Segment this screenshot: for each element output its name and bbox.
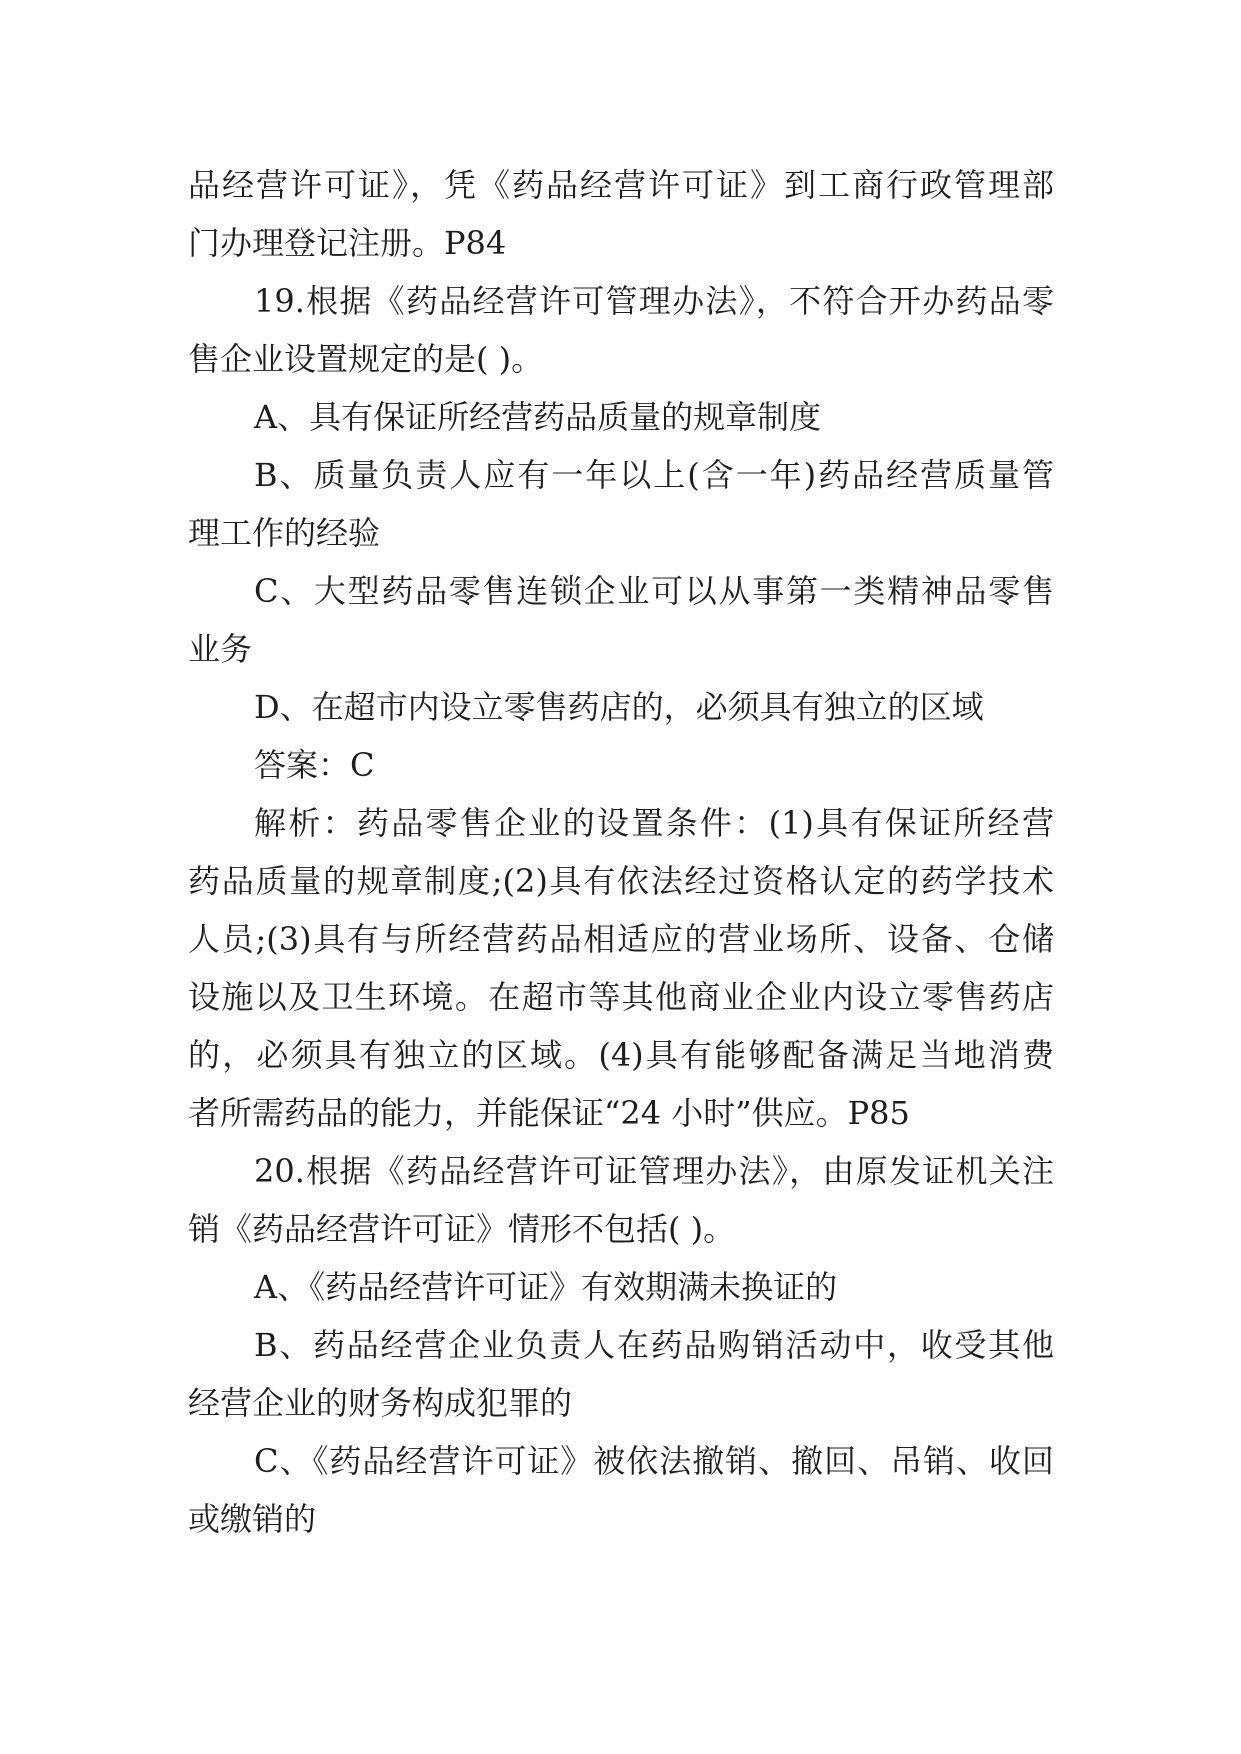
document-body <box>188 156 1054 1548</box>
question-20-option-b: B、药品经营企业负责人在药品购销活动中，收受其他 <box>254 1326 1054 1364</box>
question-19-option-a: A、具有保证所经营药品质量的规章制度 <box>254 398 822 436</box>
question-19-option-c-line: 业务 <box>188 630 253 668</box>
q18-analysis-continuation-line: 品经营许可证》，凭《药品经营许可证》到工商行政管理部 <box>188 166 1054 204</box>
question-20-option-a: A、《药品经营许可证》有效期满未换证的 <box>254 1268 838 1306</box>
question-20-stem-line: 销《药品经营许可证》情形不包括( )。 <box>188 1210 736 1248</box>
question-19-stem-line: 售企业设置规定的是( )。 <box>188 340 544 378</box>
question-20-option-c: C、《药品经营许可证》被依法撤销、撤回、吊销、收回 <box>254 1442 1054 1480</box>
question-19-analysis: 解析：药品零售企业的设置条件：(1)具有保证所经营 <box>254 804 1054 842</box>
question-19-option-c: C、大型药品零售连锁企业可以从事第一类精神品零售 <box>254 572 1054 610</box>
question-20-option-c-line: 或缴销的 <box>188 1500 317 1538</box>
question-19-option-b: B、质量负责人应有一年以上(含一年)药品经营质量管 <box>254 456 1054 494</box>
question-19-analysis-line: 人员;(3)具有与所经营药品相适应的营业场所、设备、仓储 <box>188 920 1054 958</box>
question-19-analysis-line: 药品质量的规章制度;(2)具有依法经过资格认定的药学技术 <box>188 862 1054 900</box>
question-20-stem: 20.根据《药品经营许可证管理办法》，由原发证机关注 <box>254 1152 1054 1190</box>
question-19-analysis-line: 的，必须具有独立的区域。(4)具有能够配备满足当地消费 <box>188 1036 1054 1074</box>
question-19-stem: 19.根据《药品经营许可管理办法》，不符合开办药品零 <box>254 282 1054 320</box>
question-19-analysis-line: 者所需药品的能力，并能保证“24 小时”供应。P85 <box>188 1094 910 1132</box>
question-19-analysis-line: 设施以及卫生环境。在超市等其他商业企业内设立零售药店 <box>188 978 1054 1016</box>
question-19-option-d: D、在超市内设立零售药店的，必须具有独立的区域 <box>254 688 984 726</box>
question-19-option-b-line: 理工作的经验 <box>188 514 381 552</box>
q18-analysis-continuation-line: 门办理登记注册。P84 <box>188 224 507 262</box>
question-20-option-b-line: 经营企业的财务构成犯罪的 <box>188 1384 573 1422</box>
question-19-answer: 答案：C <box>254 746 375 784</box>
